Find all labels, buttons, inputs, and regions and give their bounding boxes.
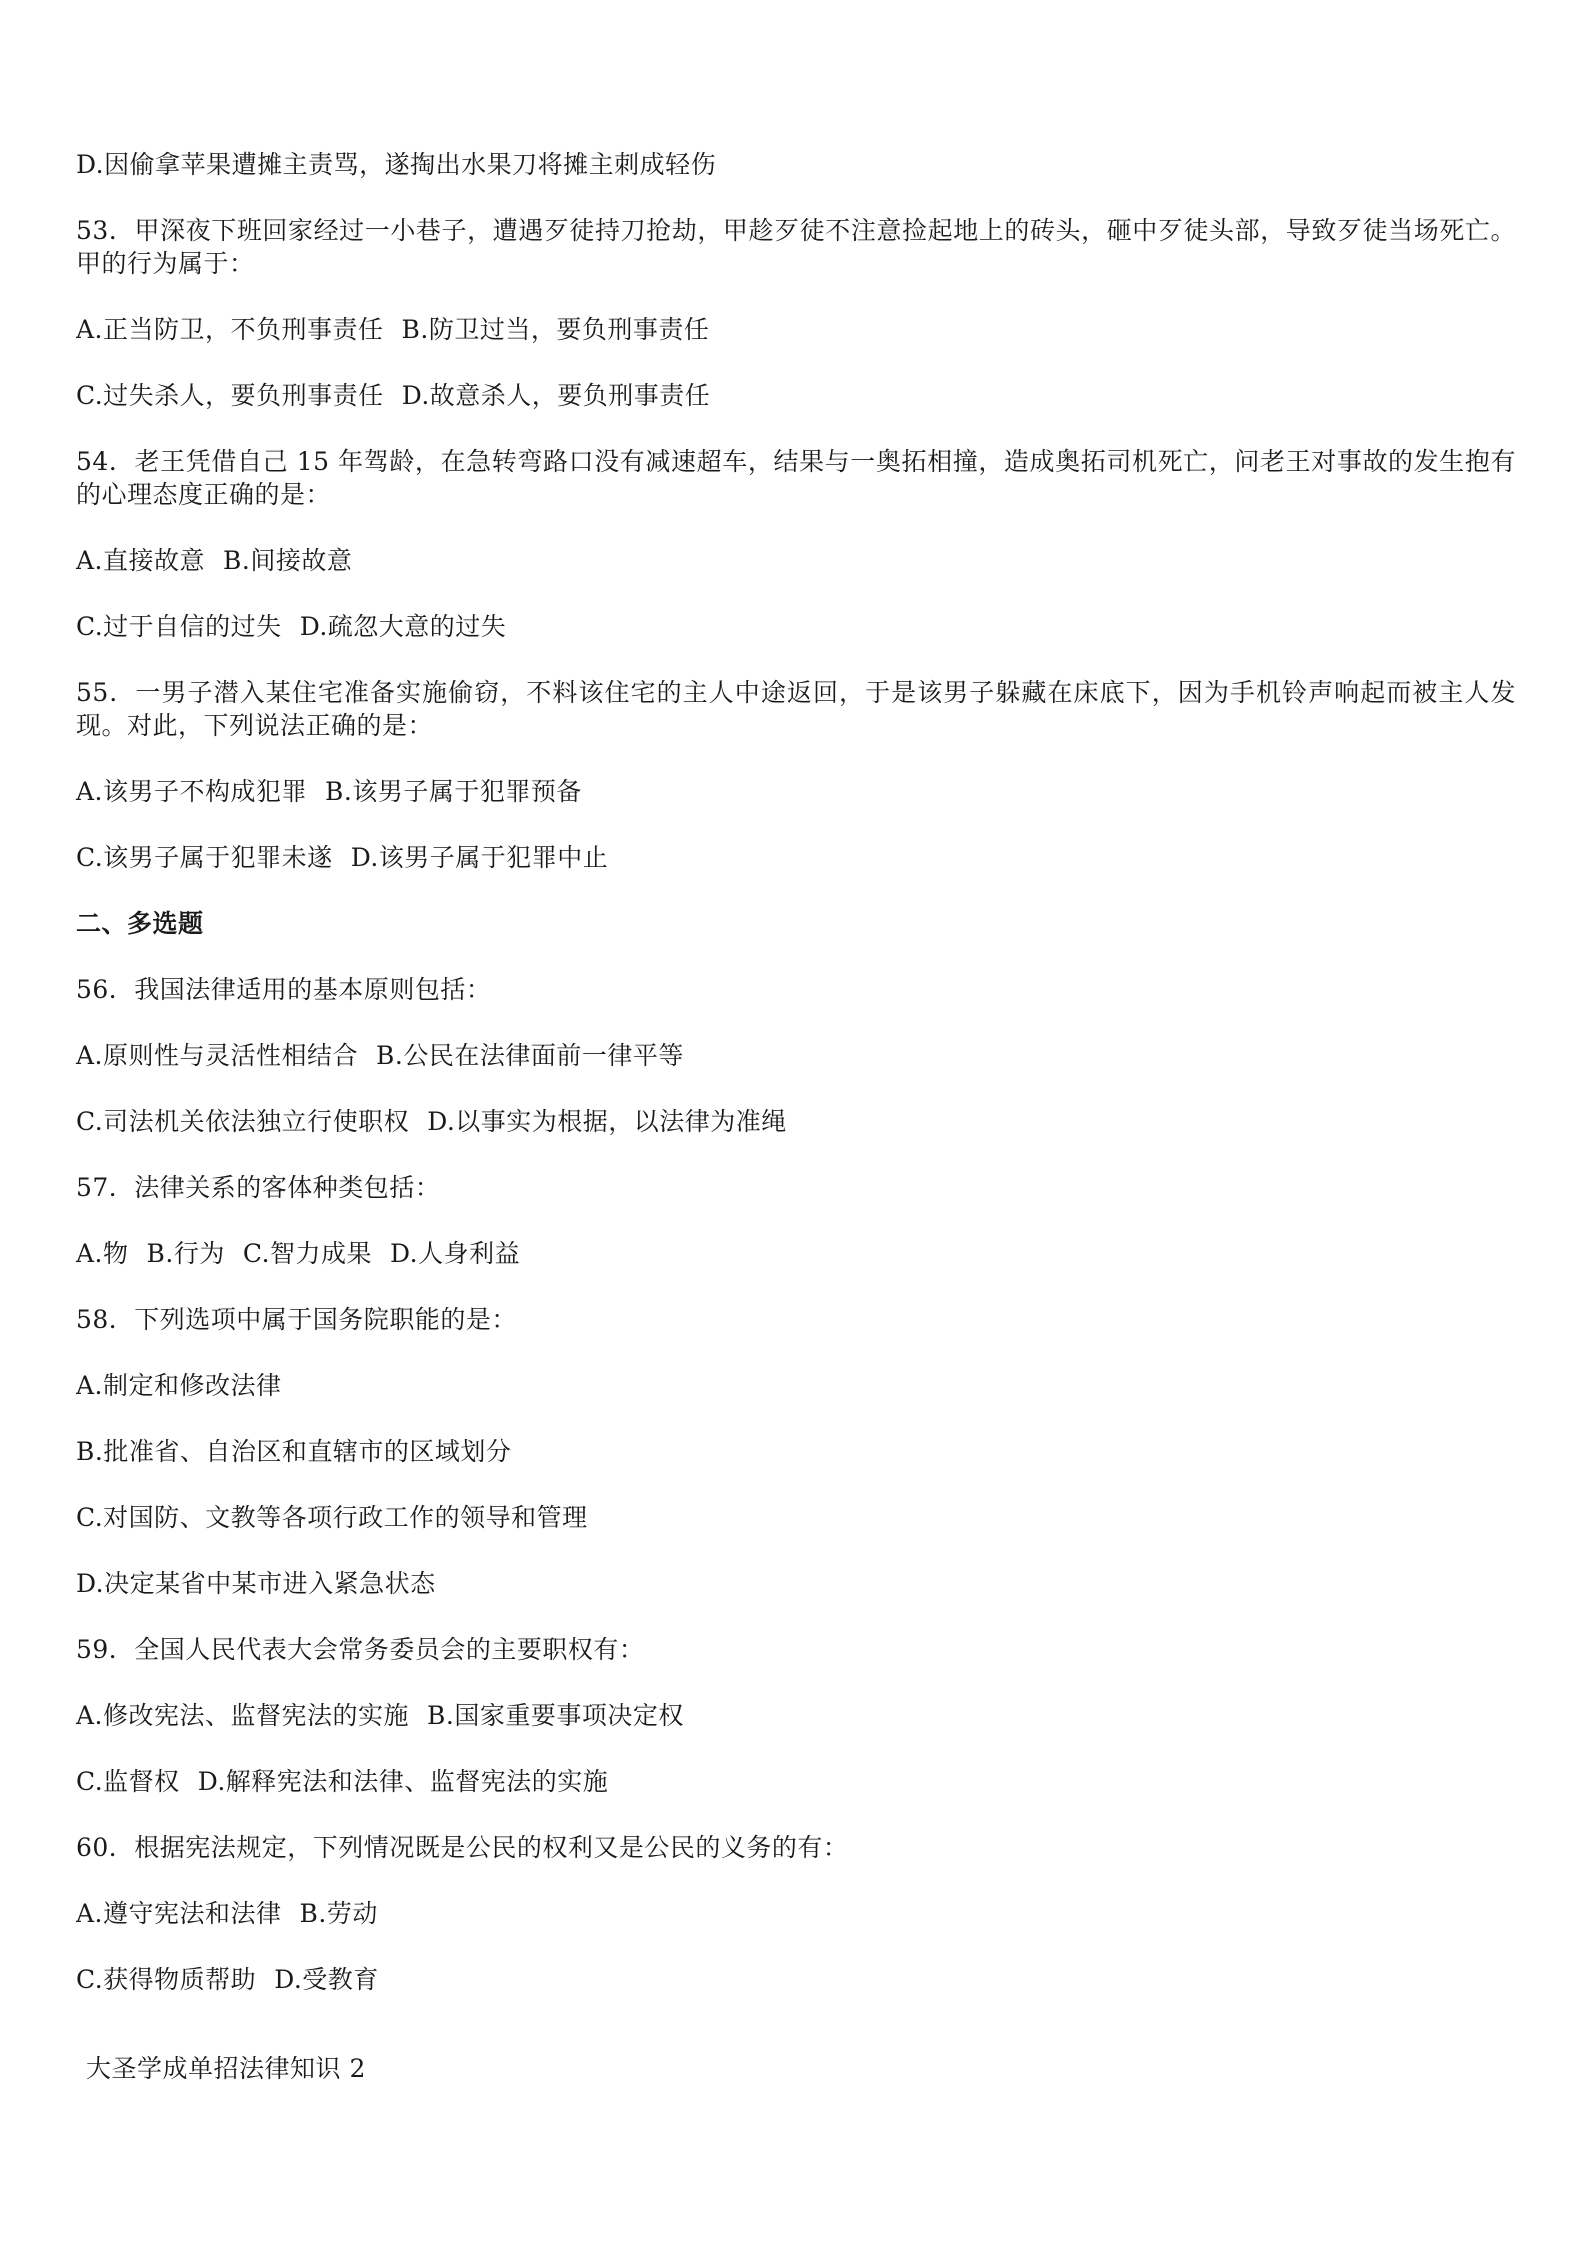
q58-option-c: C.对国防、文教等各项行政工作的领导和管理 [76, 1503, 588, 1532]
q57-stem: 57．法律关系的客体种类包括： [76, 1173, 441, 1202]
q56-stem: 56．我国法律适用的基本原则包括： [76, 975, 492, 1004]
q53-option-b: B.防卫过当，要负刑事责任 [401, 315, 710, 344]
q58-option-d: D.决定某省中某市进入紧急状态 [76, 1569, 436, 1598]
q55-option-a: A.该男子不构成犯罪 [76, 777, 308, 806]
q54-stem: 54．老王凭借自己 15 年驾龄，在急转弯路口没有减速超车，结果与一奥拓相撞，造成奥拓司机死亡，问老王对事故的发生抱有的心理态度正确的是： [76, 447, 1516, 509]
q52-option-d: D.因偷拿苹果遭摊主责骂，遂掏出水果刀将摊主刺成轻伤 [76, 150, 717, 179]
question-list [76, 148, 1516, 2029]
q54-option-b: B.间接故意 [223, 546, 353, 575]
q60-stem: 60．根据宪法规定，下列情况既是公民的权利又是公民的义务的有： [76, 1833, 849, 1862]
q56-options-ab [76, 1039, 1516, 1072]
page-footer: 大圣学成单招法律知识 2 [86, 2054, 366, 2083]
q53-options-cd [76, 379, 1516, 412]
q59-options-ab [76, 1699, 1516, 1732]
q57-option-d: D.人身利益 [390, 1239, 521, 1268]
q53-stem: 53．甲深夜下班回家经过一小巷子，遭遇歹徒持刀抢劫，甲趁歹徒不注意捡起地上的砖头，砸中歹徒头部，导致歹徒当场死亡。甲的行为属于： [76, 216, 1516, 278]
q53-option-a: A.正当防卫，不负刑事责任 [76, 315, 384, 344]
q55-option-c: C.该男子属于犯罪未遂 [76, 843, 333, 872]
q55-option-d: D.该男子属于犯罪中止 [350, 843, 609, 872]
q59-options-cd [76, 1765, 1516, 1798]
q59-option-b: B.国家重要事项决定权 [427, 1701, 684, 1730]
q53-options-ab [76, 313, 1516, 346]
q56-option-c: C.司法机关依法独立行使职权 [76, 1107, 410, 1136]
q55-options-ab [76, 775, 1516, 808]
q58-stem: 58．下列选项中属于国务院职能的是： [76, 1305, 517, 1334]
q57-option-b: B.行为 [146, 1239, 225, 1268]
q56-options-cd [76, 1105, 1516, 1138]
q54-option-c: C.过于自信的过失 [76, 612, 282, 641]
q57-options [76, 1237, 1516, 1270]
q60-option-a: A.遵守宪法和法律 [76, 1899, 282, 1928]
q57-option-c: C.智力成果 [242, 1239, 373, 1268]
q60-option-c: C.获得物质帮助 [76, 1965, 257, 1994]
q54-options-cd [76, 610, 1516, 643]
q55-options-cd [76, 841, 1516, 874]
q54-option-d: D.疏忽大意的过失 [299, 612, 507, 641]
q60-options-cd [76, 1963, 1516, 1996]
q56-option-d: D.以事实为根据，以法律为准绳 [427, 1107, 787, 1136]
q53-option-c: C.过失杀人，要负刑事责任 [76, 381, 384, 410]
q55-option-b: B.该男子属于犯罪预备 [325, 777, 582, 806]
q60-option-b: B.劳动 [299, 1899, 378, 1928]
q56-option-b: B.公民在法律面前一律平等 [376, 1041, 684, 1070]
q59-option-d: D.解释宪法和法律、监督宪法的实施 [197, 1767, 609, 1796]
q55-stem: 55．一男子潜入某住宅准备实施偷窃，不料该住宅的主人中途返回，于是该男子躲藏在床底下，因为手机铃声响起而被主人发现。对此，下列说法正确的是： [76, 678, 1516, 740]
q60-option-d: D.受教育 [274, 1965, 379, 1994]
q59-option-a: A.修改宪法、监督宪法的实施 [76, 1701, 410, 1730]
q57-option-a: A.物 [76, 1239, 129, 1268]
q58-option-a: A.制定和修改法律 [76, 1371, 282, 1400]
q54-option-a: A.直接故意 [76, 546, 206, 575]
q53-option-d: D.故意杀人，要负刑事责任 [401, 381, 711, 410]
section-heading: 二、多选题 [76, 909, 204, 938]
q59-option-c: C.监督权 [76, 1767, 180, 1796]
q60-options-ab [76, 1897, 1516, 1930]
q54-options-ab [76, 544, 1516, 577]
q59-stem: 59．全国人民代表大会常务委员会的主要职权有： [76, 1635, 645, 1664]
q58-option-b: B.批准省、自治区和直辖市的区域划分 [76, 1437, 512, 1466]
q56-option-a: A.原则性与灵活性相结合 [76, 1041, 359, 1070]
